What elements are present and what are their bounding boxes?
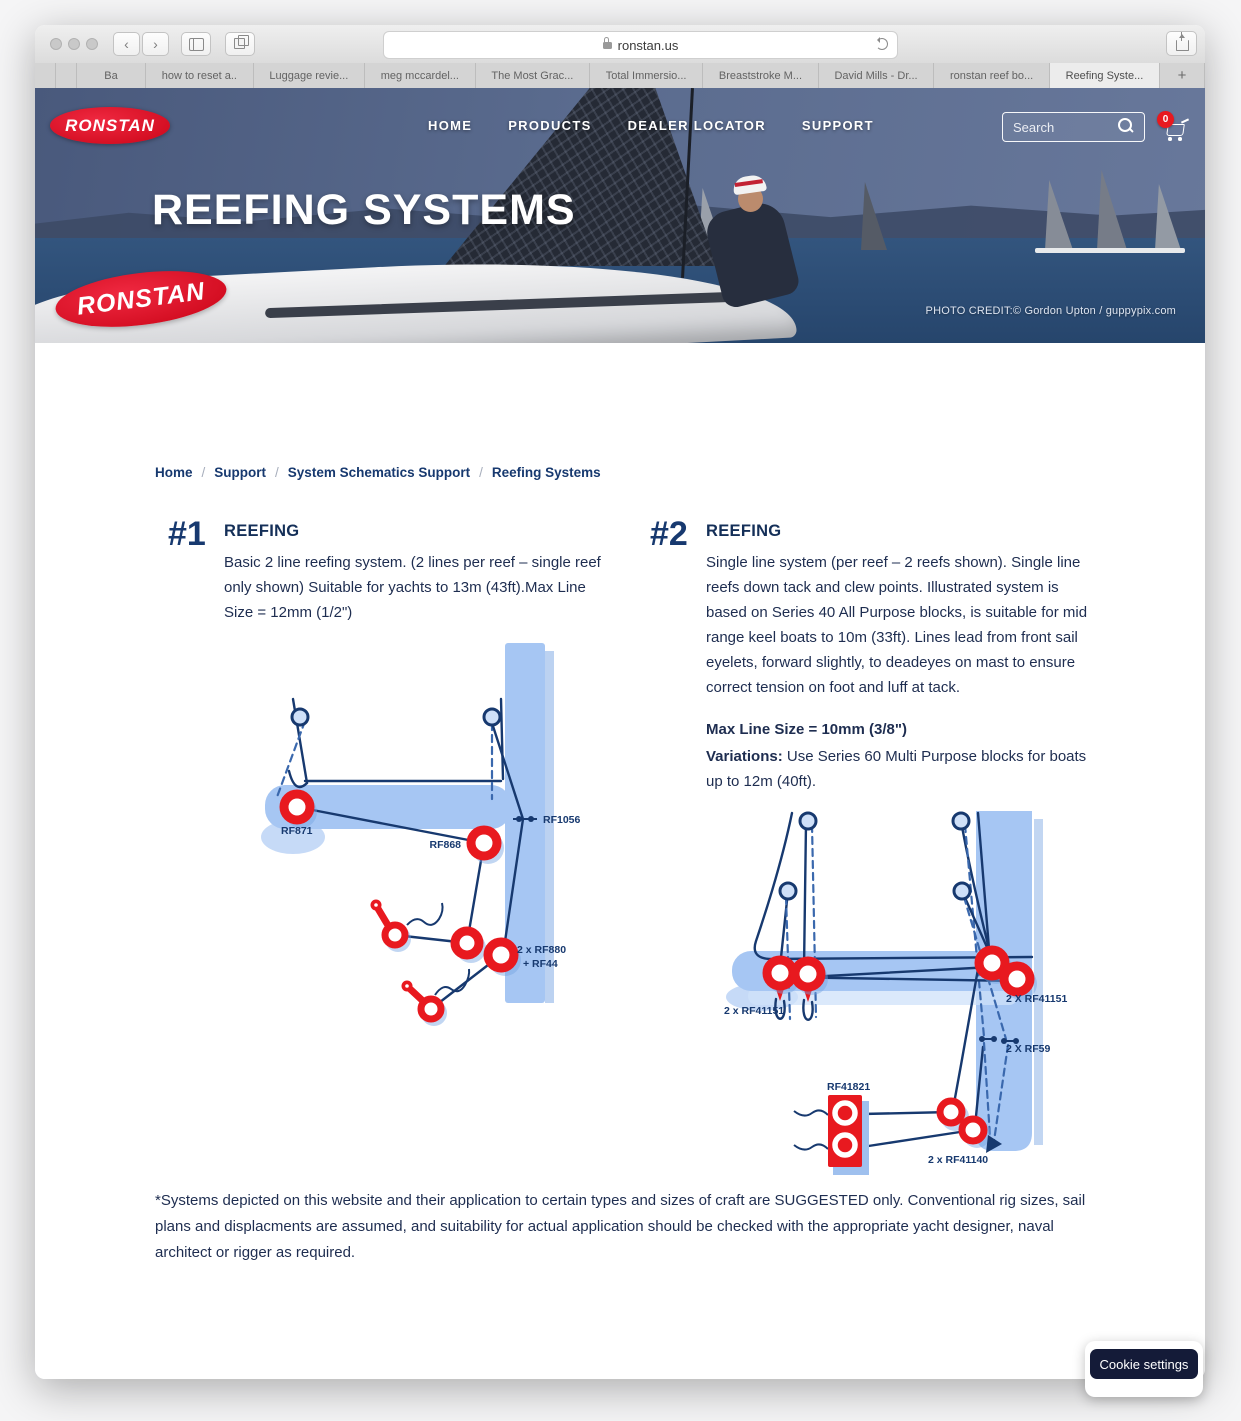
section-2-variations: [706, 744, 1096, 794]
browser-tab[interactable]: Luggage revie...: [254, 63, 365, 88]
main-nav: [428, 118, 874, 133]
site-logo[interactable]: [50, 107, 170, 144]
sail-eyelet: [780, 883, 796, 899]
breadcrumb-separator: /: [275, 465, 279, 480]
cart-button[interactable]: [1159, 115, 1189, 143]
section-1-heading: REEFING: [224, 522, 300, 540]
reef-line: [804, 823, 806, 969]
photo-credit: PHOTO CREDIT:© Gordon Upton / guppypix.com: [925, 305, 1176, 317]
hero-banner: [35, 88, 1205, 343]
organizer-sheave: [835, 1103, 855, 1123]
section-2-number: #2: [650, 515, 688, 553]
share-button[interactable]: [1166, 31, 1197, 56]
label-rf41140: 2 x RF41140: [928, 1154, 989, 1166]
variations-label: Variations:: [706, 748, 783, 765]
tab-overview-icon: [234, 38, 245, 49]
breadcrumb: [155, 465, 601, 480]
section-2-heading: REEFING: [706, 522, 782, 540]
section-1-body: Basic 2 line reefing system. (2 lines per reef – single reef only shown) Suitable for yachts to 13m (43ft).Max Line Size = 12mm (1/2"): [224, 554, 601, 621]
nav-dealer-locator[interactable]: DEALER LOCATOR: [627, 118, 766, 133]
organizer-sheave: [835, 1135, 855, 1155]
search-box[interactable]: [1002, 112, 1145, 142]
browser-window: [35, 25, 1205, 1379]
browser-tab[interactable]: Total Immersio...: [590, 63, 703, 88]
hook-block: [402, 981, 448, 1027]
back-button[interactable]: ‹: [113, 32, 140, 56]
browser-tab[interactable]: Breaststroke M...: [703, 63, 819, 88]
sail-eyelet: [484, 709, 500, 725]
block-rf41140: [962, 1119, 984, 1141]
fitting-dot: [979, 1036, 985, 1042]
browser-tab[interactable]: how to reset a..: [146, 63, 254, 88]
label-rf871: RF871: [281, 825, 313, 837]
nav-products[interactable]: PRODUCTS: [508, 118, 592, 133]
site-logo-text: RONSTAN: [65, 115, 155, 135]
browser-tab[interactable]: [35, 63, 56, 88]
breadcrumb-current: Reefing Systems: [491, 465, 601, 480]
reload-icon[interactable]: [876, 38, 888, 50]
cart-wheel: [1168, 137, 1172, 141]
cart-icon: [1181, 118, 1189, 123]
nav-home[interactable]: HOME: [428, 118, 473, 133]
label-rf1056: RF1056: [543, 814, 581, 826]
rope-tail: [794, 1110, 828, 1115]
rope-tail: [407, 903, 443, 925]
reefing-diagram-2: [700, 811, 1112, 1189]
forward-button[interactable]: ›: [142, 32, 169, 56]
browser-tab[interactable]: The Most Grac...: [476, 63, 590, 88]
hull-logo-text: RONSTAN: [75, 276, 207, 321]
new-tab-button[interactable]: +: [1160, 63, 1205, 88]
browser-tab[interactable]: Ba: [77, 63, 146, 88]
sailor-cap: [732, 174, 767, 195]
block-rf41151: [795, 961, 821, 987]
rope-tail: [794, 1144, 828, 1149]
hook-block: [371, 900, 412, 953]
label-left-blocks: 2 x RF41151: [724, 1005, 785, 1017]
block-rf41140: [940, 1101, 962, 1123]
lock-icon: [603, 42, 612, 49]
reef-line: [862, 1130, 973, 1147]
leech-line: [501, 699, 503, 779]
nav-support[interactable]: SUPPORT: [801, 118, 874, 133]
cart-wheel: [1178, 137, 1182, 141]
section-2-body: Single line system (per reef – 2 reefs shown). Single line reefs down tack and clew points. Illustrated system is based on Series 40 All Purpose blocks, is suitable for mid range keel boats to 10m (33ft). Lines lead from front sail eyelets, forward slightly, to deadeyes on mast to ensure correct tension on foot and luff at tack.: [706, 554, 1088, 696]
url-text: ronstan.us: [617, 37, 679, 53]
browser-tab[interactable]: David Mills - Dr...: [819, 63, 935, 88]
browser-tab[interactable]: ronstan reef bo...: [934, 63, 1050, 88]
label-rf59: 2 X RF59: [1006, 1043, 1051, 1055]
reefing-diagram-1: [255, 643, 585, 1055]
breadcrumb-support[interactable]: Support: [214, 465, 267, 480]
tab-overview-button[interactable]: [225, 32, 255, 56]
disclaimer-text: *Systems depicted on this website and their application to certain types and sizes of craft are SUGGESTED only. Conventional rig sizes, sail plans and displacments are assumed, and suitability for actual application should be checked with the appropriate yacht designer, naval architect or rigger as required.: [155, 1192, 1086, 1261]
close-window-button[interactable]: [50, 38, 62, 50]
minimize-window-button[interactable]: [68, 38, 80, 50]
address-bar[interactable]: [383, 31, 898, 59]
sail-eyelet: [953, 813, 969, 829]
fitting-dot: [528, 816, 534, 822]
section-2-max-line: Max Line Size = 10mm (3/8"): [706, 721, 907, 738]
label-right-blocks: 2 X RF41151: [1006, 993, 1068, 1005]
variations-text: Use Series 60 Multi Purpose blocks for boats up to 12m (40ft).: [706, 748, 1087, 790]
browser-tab[interactable]: meg mccardel...: [365, 63, 476, 88]
browser-toolbar: [35, 25, 1205, 64]
fitting-dot: [516, 816, 522, 822]
label-rf44: + RF44: [523, 958, 558, 970]
block-rf41151: [767, 960, 793, 986]
label-rf880: 2 x RF880: [517, 944, 567, 956]
fitting-dot: [991, 1036, 997, 1042]
browser-tab[interactable]: [56, 63, 77, 88]
label-rf868: RF868: [429, 839, 461, 851]
sail-eyelet: [954, 883, 970, 899]
sail-shape: [1097, 170, 1127, 250]
block-rf41151: [1004, 966, 1030, 992]
breadcrumb-home[interactable]: Home: [155, 465, 193, 480]
block-rf880: [488, 942, 514, 968]
search-icon[interactable]: [1116, 117, 1136, 137]
block-rf868: [471, 830, 497, 856]
cart-count-badge: 0: [1157, 111, 1174, 128]
sail-eyelet: [800, 813, 816, 829]
sidebar-icon: [189, 38, 204, 51]
breadcrumb-schematics[interactable]: System Schematics Support: [287, 465, 471, 480]
label-rf41821: RF41821: [827, 1081, 871, 1093]
search-input[interactable]: [1003, 120, 1116, 135]
section-1-number: #1: [168, 515, 206, 553]
sail-eyelet: [292, 709, 308, 725]
mainsail-shape: [433, 88, 718, 266]
block: [455, 931, 479, 955]
tab-strip: [35, 63, 1205, 89]
breadcrumb-separator: /: [201, 465, 206, 480]
share-icon: [1176, 40, 1189, 51]
hull-shape: [1035, 248, 1185, 253]
page-title: REEFING SYSTEMS: [152, 186, 576, 234]
sidebar-button[interactable]: [181, 32, 211, 56]
breadcrumb-separator: /: [479, 465, 483, 480]
cookie-settings-button[interactable]: Cookie settings: [1090, 1349, 1198, 1379]
block-rf871: [284, 794, 310, 820]
page-content: [35, 343, 1205, 1379]
browser-tab-active[interactable]: Reefing Syste...: [1050, 63, 1160, 88]
zoom-window-button[interactable]: [86, 38, 98, 50]
